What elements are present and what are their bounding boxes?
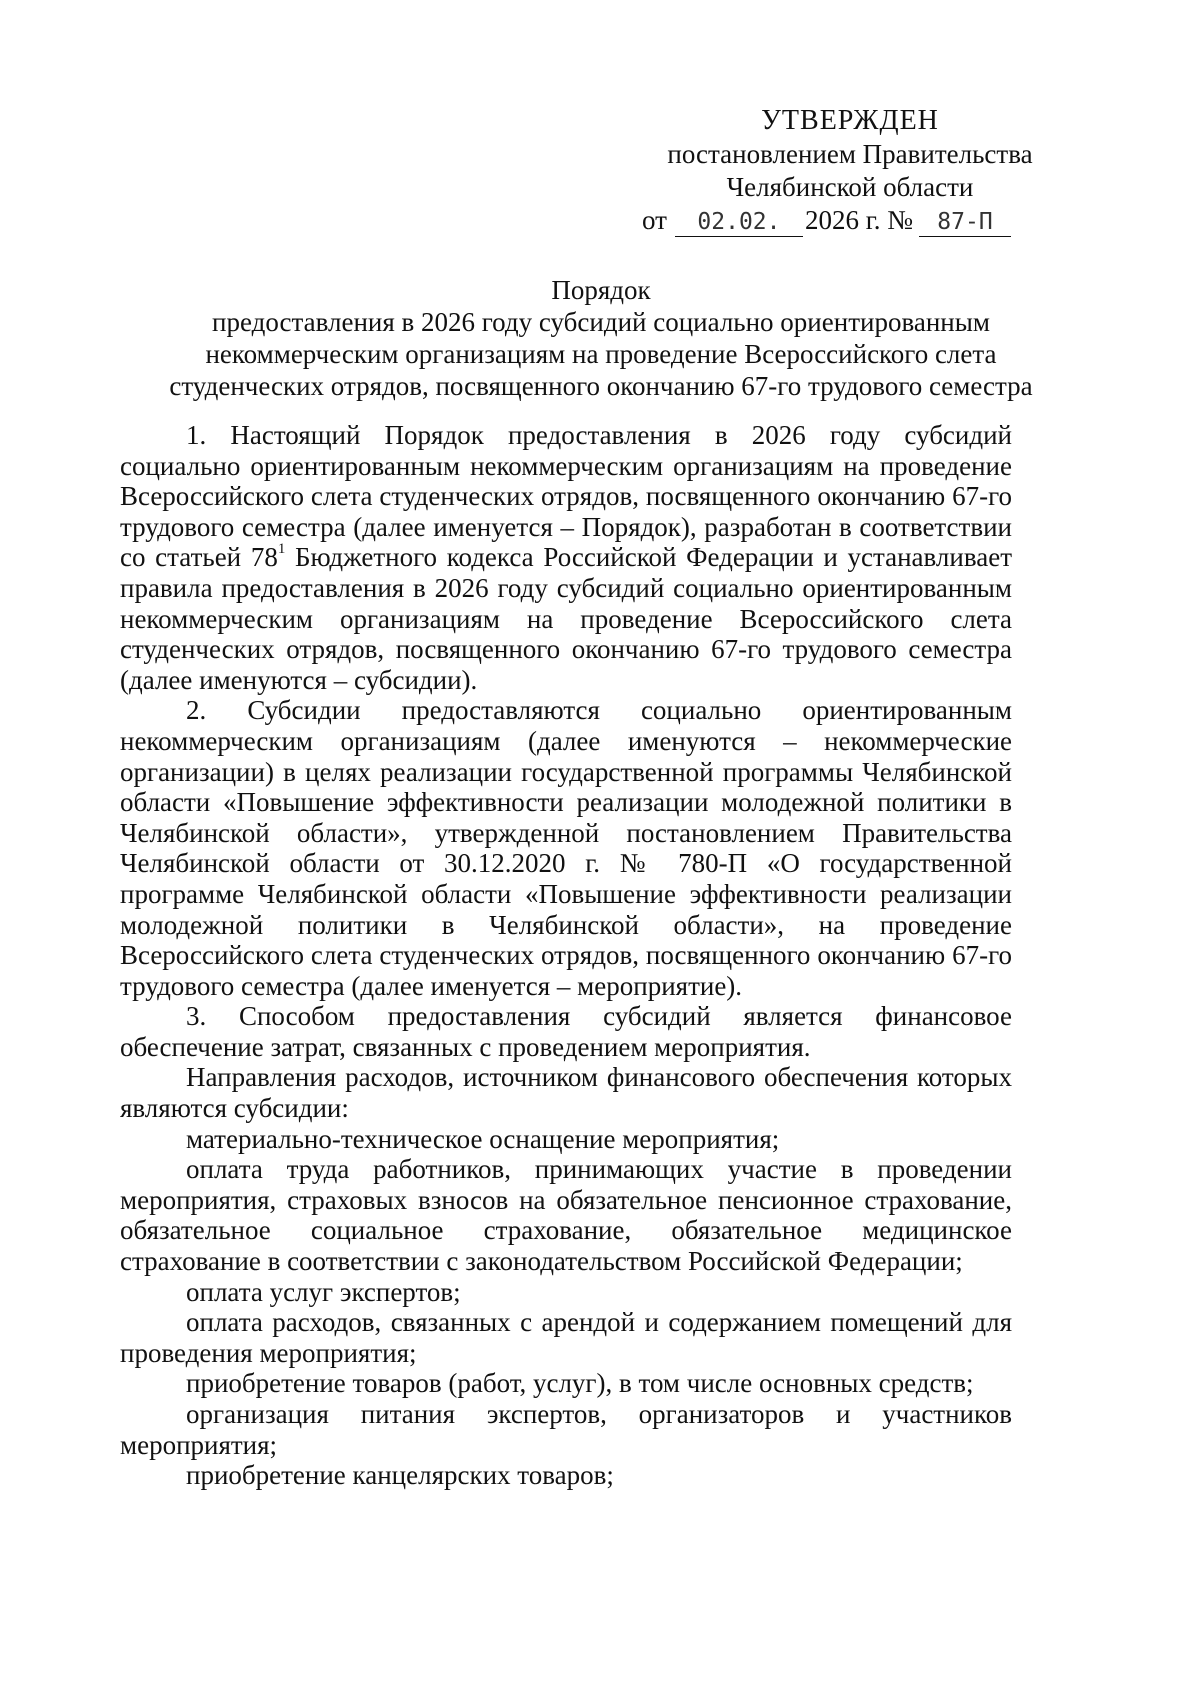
expense-item: приобретение товаров (работ, услуг), в том числе основных средств; [186,1368,974,1399]
expense-item: оплата расходов, связанных с арендой и содержанием помещений для проведения мероприятия; [120,1307,1012,1368]
paragraph-1-text-cont: Бюджетного кодекса Российской Федерации и устанавливает правила предоставления в 2026 году субсидий социально ориентированным некоммерческим организациям на проведение Всероссийского слета студенческих отрядов, посвященного окончанию 67-го трудового семестра (далее именуются – субсидии). [120,542,1012,695]
paragraph-3: 3. Способом предоставления субсидий является финансовое обеспечение затрат, связанных с проведением мероприятия. [120,1001,1012,1062]
document-body [120,420,1012,1491]
expense-item: приобретение канцелярских товаров; [186,1460,614,1491]
paragraph-1-text: 1. Настоящий Порядок предоставления в 2026 году субсидий социально ориентированным некоммерческим организациям на проведение Всероссийского слета студенческих отрядов, посвященного окончанию 67-го трудового семестра (далее именуется – Порядок), разработан в соответствии со статьей 78 [120,420,1012,573]
title-line: некоммерческим организациям на проведение Всероссийского слета [205,339,997,369]
paragraph-4: Направления расходов, источником финансового обеспечения которых являются субсидии: [120,1062,1012,1124]
expense-item: оплата услуг экспертов; [186,1276,461,1307]
approval-title: УТВЕРЖДЕН [761,105,939,136]
date-prefix: от [642,205,667,235]
approval-date-line [640,204,1060,237]
title-line: предоставления в 2026 году субсидий социально ориентированным [212,307,990,337]
date-value: 02.02. [675,208,803,237]
document-title [120,274,1082,402]
expense-item: оплата труда работников, принимающих участие в проведении мероприятия, страховых взносов на обязательное пенсионное страхование, обязательное социальное страхование, обязательное медицинское страхование в соответствии с законодательством Российской Федерации; [120,1154,1012,1277]
approval-line-2: Челябинской области [726,172,974,202]
year-text: 2026 г. № [804,205,913,235]
article-superscript: 1 [277,541,286,558]
approval-stamp [640,104,1060,237]
decree-number: 87-П [919,208,1011,237]
title-line: студенческих отрядов, посвященного окончанию 67-го трудового семестра [169,371,1033,401]
expense-item: материально-техническое оснащение мероприятия; [186,1123,780,1154]
expense-item: организация питания экспертов, организаторов и участников мероприятия; [120,1399,1012,1460]
paragraph-2: 2. Субсидии предоставляются социально ориентированным некоммерческим организациям (далее именуются – некоммерческие организации) в целях реализации государственной программы Челябинской области «Повышение эффективности реализации молодежной политики в Челябинской области», утвержденной постановлением Правительства Челябинской области от 30.12.2020 г. № 780-П «О государственной программе Челябинской области «Повышение эффективности реализации молодежной политики в Челябинской области», на проведение Всероссийского слета студенческих отрядов, посвященного окончанию 67-го трудового семестра (далее именуется – мероприятие). [120,695,1012,1001]
title-heading: Порядок [551,275,651,305]
paragraph-1 [120,420,1012,695]
approval-line-1: постановлением Правительства [667,139,1033,169]
